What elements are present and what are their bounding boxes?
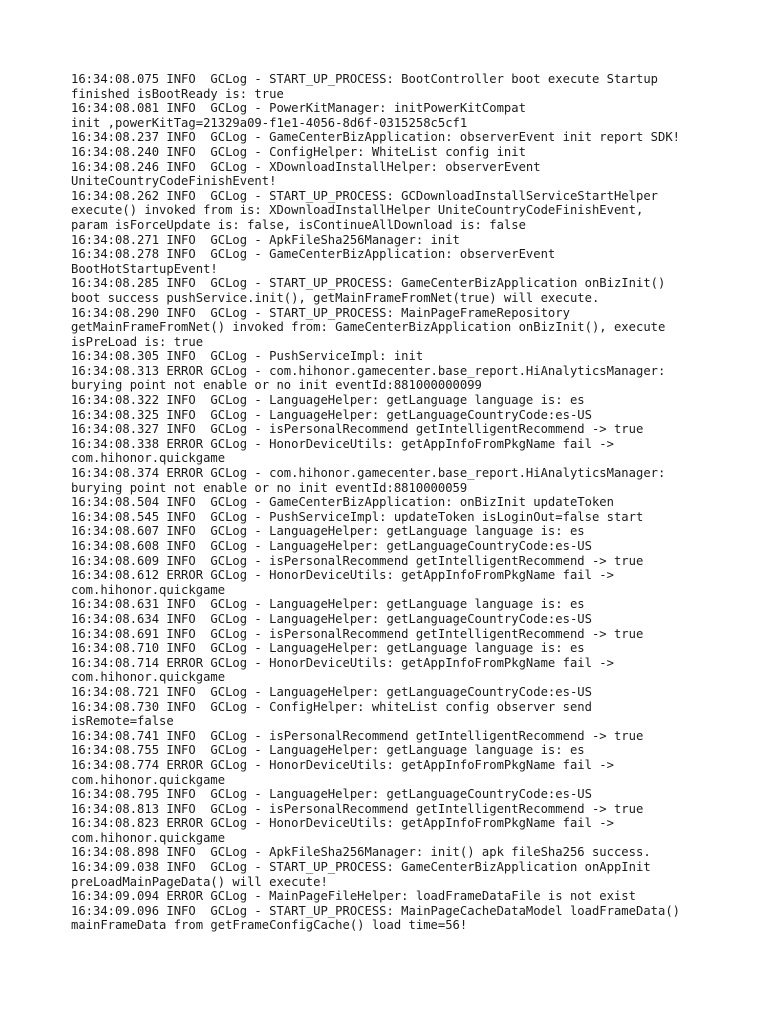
- log-line: 16:34:08.081 INFO GCLog - PowerKitManager: initPowerKitCompat: [71, 101, 526, 116]
- log-line: com.hihonor.quickgame: [71, 451, 226, 466]
- log-line: 16:34:08.285 INFO GCLog - START_UP_PROCESS: GameCenterBizApplication onBizInit(): [71, 276, 666, 291]
- log-line: com.hihonor.quickgame: [71, 772, 226, 787]
- log-line: 16:34:08.823 ERROR GCLog - HonorDeviceUtils: getAppInfoFromPkgName fail ->: [71, 816, 614, 831]
- log-line: burying point not enable or no init eventId:881000000099: [71, 378, 482, 393]
- log-line: finished isBootReady is: true: [71, 86, 284, 101]
- log-line: 16:34:08.730 INFO GCLog - ConfigHelper: whiteList config observer send: [71, 699, 592, 714]
- log-line: param isForceUpdate is: false, isContinueAllDownload is: false: [71, 217, 526, 232]
- log-line: isPreLoad is: true: [71, 334, 204, 349]
- log-line: 16:34:08.631 INFO GCLog - LanguageHelper: getLanguage language is: es: [71, 597, 585, 612]
- log-line: mainFrameData from getFrameConfigCache() load time=56!: [71, 918, 468, 933]
- log-line: 16:34:08.240 INFO GCLog - ConfigHelper: WhiteList config init: [71, 144, 526, 159]
- log-line: 16:34:08.374 ERROR GCLog - com.hihonor.gamecenter.base_report.HiAnalyticsManager:: [71, 466, 666, 481]
- log-line: 16:34:08.237 INFO GCLog - GameCenterBizApplication: observerEvent init report SDK!: [71, 130, 681, 145]
- log-line: 16:34:08.338 ERROR GCLog - HonorDeviceUtils: getAppInfoFromPkgName fail ->: [71, 436, 614, 451]
- log-line: 16:34:09.096 INFO GCLog - START_UP_PROCESS: MainPageCacheDataModel loadFrameData(): [71, 903, 681, 918]
- log-line: 16:34:08.608 INFO GCLog - LanguageHelper: getLanguageCountryCode:es-US: [71, 539, 592, 553]
- log-line: BootHotStartupEvent!: [71, 261, 218, 276]
- log-line: 16:34:08.246 INFO GCLog - XDownloadInstallHelper: observerEvent: [71, 159, 541, 174]
- log-line: 16:34:08.607 INFO GCLog - LanguageHelper: getLanguage language is: es: [71, 524, 585, 539]
- log-line: 16:34:08.278 INFO GCLog - GameCenterBizApplication: observerEvent: [71, 247, 556, 262]
- log-line: 16:34:08.504 INFO GCLog - GameCenterBizApplication: onBizInit updateToken: [71, 495, 614, 510]
- log-line: 16:34:08.305 INFO GCLog - PushServiceImpl: init: [71, 349, 424, 364]
- log-line: 16:34:08.774 ERROR GCLog - HonorDeviceUtils: getAppInfoFromPkgName fail ->: [71, 757, 614, 772]
- log-line: 16:34:08.271 INFO GCLog - ApkFileSha256Manager: init: [71, 232, 460, 247]
- log-line: 16:34:08.691 INFO GCLog - isPersonalRecommend getIntelligentRecommend -> true: [71, 626, 644, 641]
- log-line: 16:34:08.313 ERROR GCLog - com.hihonor.gamecenter.base_report.HiAnalyticsManager:: [71, 363, 666, 378]
- log-line: 16:34:08.327 INFO GCLog - isPersonalRecommend getIntelligentRecommend -> true: [71, 422, 644, 437]
- log-line: 16:34:08.612 ERROR GCLog - HonorDeviceUtils: getAppInfoFromPkgName fail ->: [71, 568, 614, 583]
- log-line: burying point not enable or no init eventId:8810000059: [71, 480, 468, 495]
- log-line: 16:34:08.795 INFO GCLog - LanguageHelper: getLanguageCountryCode:es-US: [71, 787, 592, 802]
- log-line: com.hihonor.quickgame: [71, 830, 226, 845]
- log-line: 16:34:09.094 ERROR GCLog - MainPageFileHelper: loadFrameDataFile is not exist: [71, 889, 636, 904]
- log-line: 16:34:08.898 INFO GCLog - ApkFileSha256Manager: init() apk fileSha256 success.: [71, 845, 651, 860]
- log-line: 16:34:08.075 INFO GCLog - START_UP_PROCESS: BootController boot execute Startup: [71, 72, 658, 86]
- log-line: 16:34:08.710 INFO GCLog - LanguageHelper: getLanguage language is: es: [71, 641, 585, 656]
- log-line: 16:34:08.741 INFO GCLog - isPersonalRecommend getIntelligentRecommend -> true: [71, 728, 644, 743]
- log-line: init ,powerKitTag=21329a09-f1e1-4056-8d6f-0315258c5cf1: [71, 115, 468, 130]
- log-line: 16:34:08.634 INFO GCLog - LanguageHelper: getLanguageCountryCode:es-US: [71, 611, 592, 626]
- log-line: 16:34:08.609 INFO GCLog - isPersonalRecommend getIntelligentRecommend -> true: [71, 553, 644, 568]
- log-line: 16:34:08.714 ERROR GCLog - HonorDeviceUtils: getAppInfoFromPkgName fail ->: [71, 655, 614, 670]
- log-line: preLoadMainPageData() will execute!: [71, 874, 328, 889]
- log-line: 16:34:08.813 INFO GCLog - isPersonalRecommend getIntelligentRecommend -> true: [71, 801, 644, 816]
- log-line: 16:34:08.721 INFO GCLog - LanguageHelper: getLanguageCountryCode:es-US: [71, 684, 592, 699]
- log-line: 16:34:08.325 INFO GCLog - LanguageHelper: getLanguageCountryCode:es-US: [71, 407, 592, 422]
- log-line: isRemote=false: [71, 714, 174, 729]
- log-line: 16:34:08.290 INFO GCLog - START_UP_PROCESS: MainPageFrameRepository: [71, 305, 570, 320]
- log-line: execute() invoked from is: XDownloadInstallHelper UniteCountryCodeFinishEvent,: [71, 203, 644, 218]
- log-line: com.hihonor.quickgame: [71, 582, 226, 597]
- log-line: boot success pushService.init(), getMainFrameFromNet(true) will execute.: [71, 290, 600, 305]
- log-line: 16:34:08.755 INFO GCLog - LanguageHelper: getLanguage language is: es: [71, 743, 585, 758]
- log-line: UniteCountryCodeFinishEvent!: [71, 174, 277, 189]
- log-line: getMainFrameFromNet() invoked from: GameCenterBizApplication onBizInit(), execute: [71, 320, 666, 335]
- log-line: com.hihonor.quickgame: [71, 670, 226, 685]
- log-line: 16:34:09.038 INFO GCLog - START_UP_PROCESS: GameCenterBizApplication onAppInit: [71, 860, 651, 875]
- log-line: 16:34:08.262 INFO GCLog - START_UP_PROCESS: GCDownloadInstallServiceStartHelper: [71, 188, 658, 203]
- log-line: 16:34:08.545 INFO GCLog - PushServiceImpl: updateToken isLoginOut=false start: [71, 509, 644, 524]
- log-line: 16:34:08.322 INFO GCLog - LanguageHelper: getLanguage language is: es: [71, 393, 585, 408]
- log-document: [71, 72, 711, 933]
